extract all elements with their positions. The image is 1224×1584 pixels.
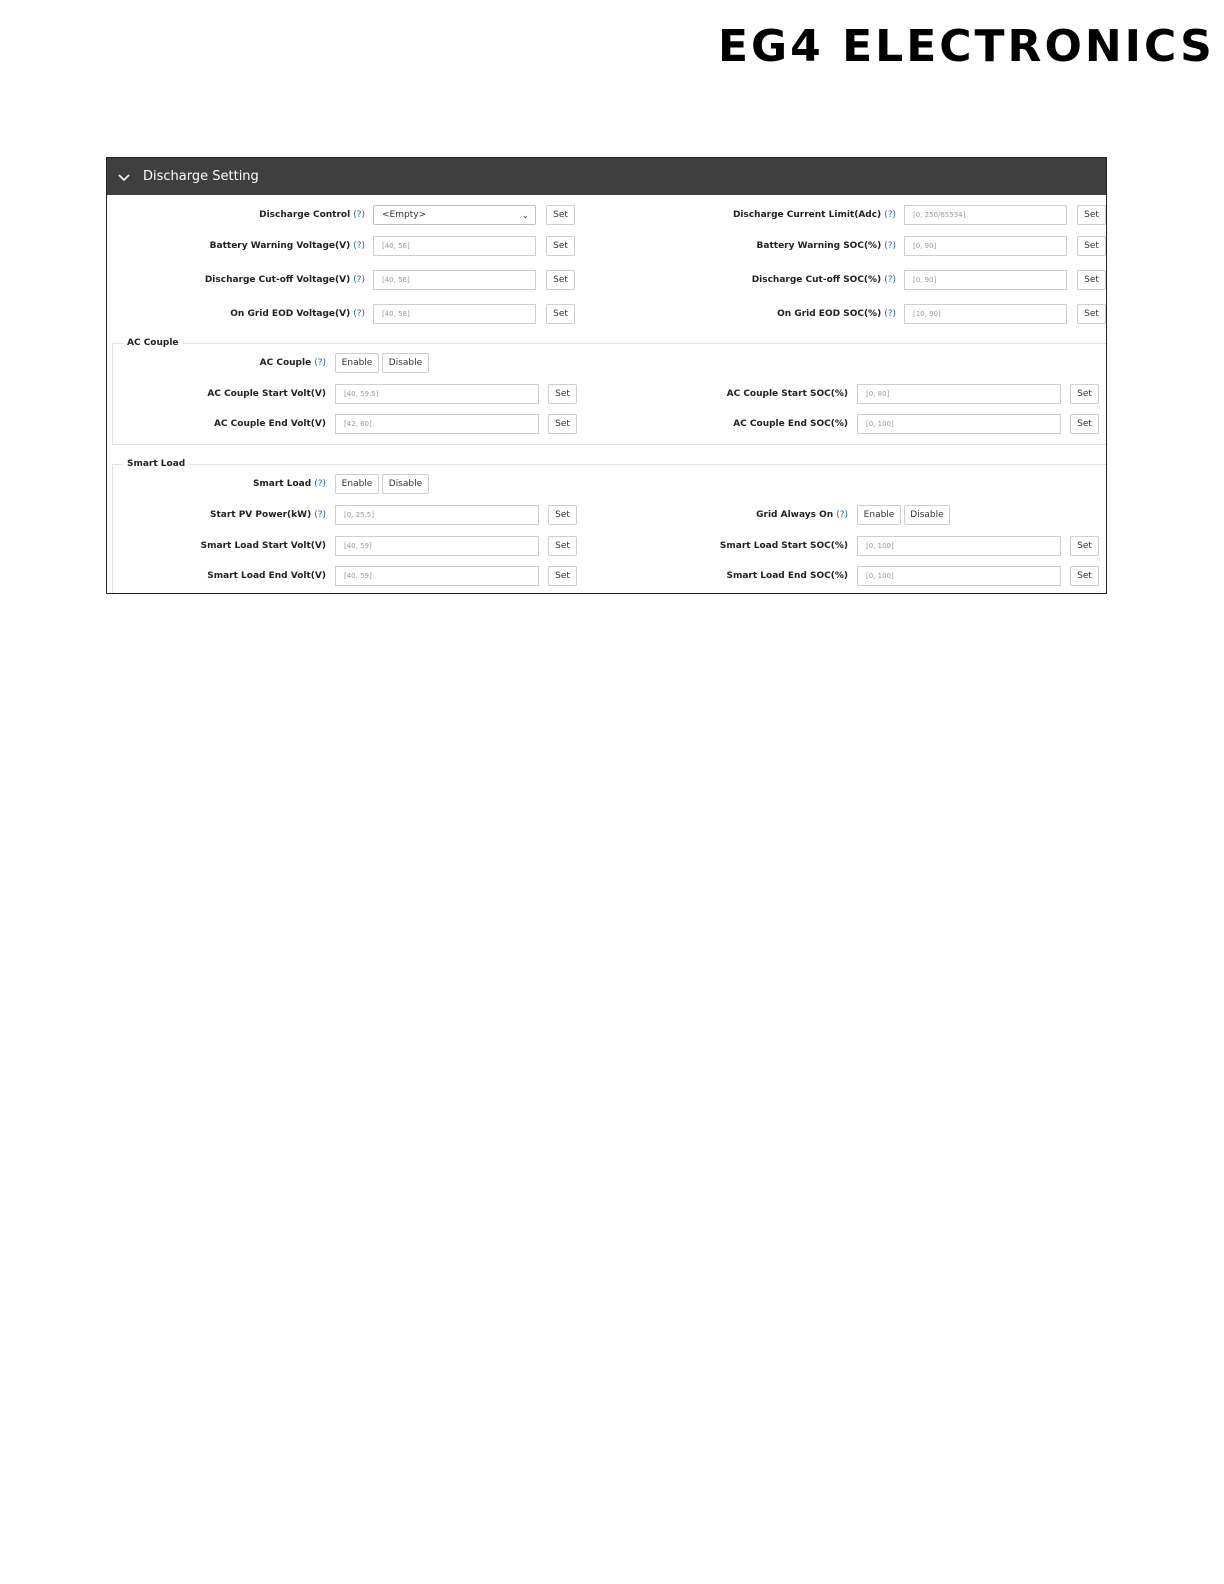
battery-warning-soc-input[interactable]: [0, 90] [904,236,1067,256]
smart-load-start-volt-label: Smart Load Start Volt(V) [200,541,326,551]
ac-couple-end-soc-set-button[interactable]: Set [1070,414,1099,434]
ac-couple-start-soc-input[interactable]: [0, 80] [857,384,1061,404]
cutoff-voltage-input[interactable]: [40, 56] [373,270,536,290]
battery-warning-soc-set-button[interactable]: Set [1077,236,1106,256]
smart-load-section-title: Smart Load [123,458,189,470]
ac-couple-end-volt-input[interactable]: [42, 60] [335,414,539,434]
help-icon[interactable]: (?) [836,510,848,520]
smart-load-start-volt-set-button[interactable]: Set [548,536,577,556]
help-icon[interactable]: (?) [884,309,896,319]
smart-load-end-soc-input[interactable]: [0, 100] [857,566,1061,586]
help-icon[interactable]: (?) [353,210,365,220]
cutoff-soc-set-button[interactable]: Set [1077,270,1106,290]
smart-load-end-volt-input[interactable]: [40, 59] [335,566,539,586]
smart-load-label: Smart Load (?) [252,479,326,489]
cutoff-voltage-set-button[interactable]: Set [546,270,575,290]
smart-load-start-soc-set-button[interactable]: Set [1070,536,1099,556]
ac-couple-end-volt-set-button[interactable]: Set [548,414,577,434]
discharge-current-limit-set-button[interactable]: Set [1077,205,1106,225]
help-icon[interactable]: (?) [884,210,896,220]
on-grid-eod-soc-label: On Grid EOD SOC(%) (?) [777,309,896,319]
ac-couple-section-title: AC Couple [123,337,183,349]
on-grid-eod-voltage-input[interactable]: [40, 58] [373,304,536,324]
grid-always-on-label: Grid Always On (?) [756,510,848,520]
on-grid-eod-soc-set-button[interactable]: Set [1077,304,1106,324]
ac-couple-end-soc-label: AC Couple End SOC(%) [733,419,848,429]
ac-couple-label: AC Couple (?) [259,358,326,368]
smart-load-enable-button[interactable]: Enable [335,474,379,494]
on-grid-eod-soc-input[interactable]: [10, 90] [904,304,1067,324]
cutoff-voltage-label: Discharge Cut-off Voltage(V) (?) [204,275,365,285]
start-pv-power-set-button[interactable]: Set [548,505,577,525]
brand-logo: EG4 ELECTRONICS [718,21,1215,72]
help-icon[interactable]: (?) [353,241,365,251]
cutoff-soc-input[interactable]: [0, 90] [904,270,1067,290]
battery-warning-soc-label: Battery Warning SOC(%) (?) [756,241,896,251]
panel-header[interactable] [107,158,1106,195]
chevron-down-icon[interactable] [118,171,130,183]
help-icon[interactable]: (?) [314,510,326,520]
on-grid-eod-voltage-label: On Grid EOD Voltage(V) (?) [230,309,365,319]
help-icon[interactable]: (?) [353,275,365,285]
ac-couple-enable-button[interactable]: Enable [335,353,379,373]
ac-couple-start-volt-set-button[interactable]: Set [548,384,577,404]
ac-couple-start-soc-label: AC Couple Start SOC(%) [726,389,848,399]
discharge-control-select[interactable]: <Empty> ⌄ [373,205,536,225]
help-icon[interactable]: (?) [884,241,896,251]
smart-load-start-volt-input[interactable]: [40, 59] [335,536,539,556]
battery-warning-voltage-set-button[interactable]: Set [546,236,575,256]
battery-warning-voltage-label: Battery Warning Voltage(V) (?) [209,241,365,251]
ac-couple-end-soc-input[interactable]: [0, 100] [857,414,1061,434]
on-grid-eod-voltage-set-button[interactable]: Set [546,304,575,324]
smart-load-disable-button[interactable]: Disable [382,474,429,494]
ac-couple-start-volt-input[interactable]: [40, 59.5] [335,384,539,404]
discharge-control-set-button[interactable]: Set [546,205,575,225]
battery-warning-voltage-input[interactable]: [40, 56] [373,236,536,256]
cutoff-soc-label: Discharge Cut-off SOC(%) (?) [751,275,896,285]
discharge-current-limit-label: Discharge Current Limit(Adc) (?) [732,210,896,220]
ac-couple-divider [112,444,1107,445]
chevron-down-icon: ⌄ [521,211,529,221]
help-icon[interactable]: (?) [884,275,896,285]
discharge-setting-panel [106,157,1107,594]
discharge-control-label: Discharge Control (?) [259,210,365,220]
smart-load-end-volt-label: Smart Load End Volt(V) [207,571,326,581]
smart-load-end-soc-label: Smart Load End SOC(%) [726,571,848,581]
ac-couple-start-soc-set-button[interactable]: Set [1070,384,1099,404]
smart-load-end-volt-set-button[interactable]: Set [548,566,577,586]
smart-load-start-soc-input[interactable]: [0, 100] [857,536,1061,556]
help-icon[interactable]: (?) [314,358,326,368]
ac-couple-disable-button[interactable]: Disable [382,353,429,373]
discharge-current-limit-input[interactable]: [0, 250/65534] [904,205,1067,225]
smart-load-end-soc-set-button[interactable]: Set [1070,566,1099,586]
grid-always-on-enable-button[interactable]: Enable [857,505,901,525]
help-icon[interactable]: (?) [353,309,365,319]
start-pv-power-input[interactable]: [0, 25.5] [335,505,539,525]
panel-title: Discharge Setting [143,169,259,184]
help-icon[interactable]: (?) [314,479,326,489]
smart-load-start-soc-label: Smart Load Start SOC(%) [719,541,848,551]
ac-couple-end-volt-label: AC Couple End Volt(V) [213,419,326,429]
ac-couple-start-volt-label: AC Couple Start Volt(V) [207,389,326,399]
grid-always-on-disable-button[interactable]: Disable [904,505,950,525]
start-pv-power-label: Start PV Power(kW) (?) [209,510,326,520]
